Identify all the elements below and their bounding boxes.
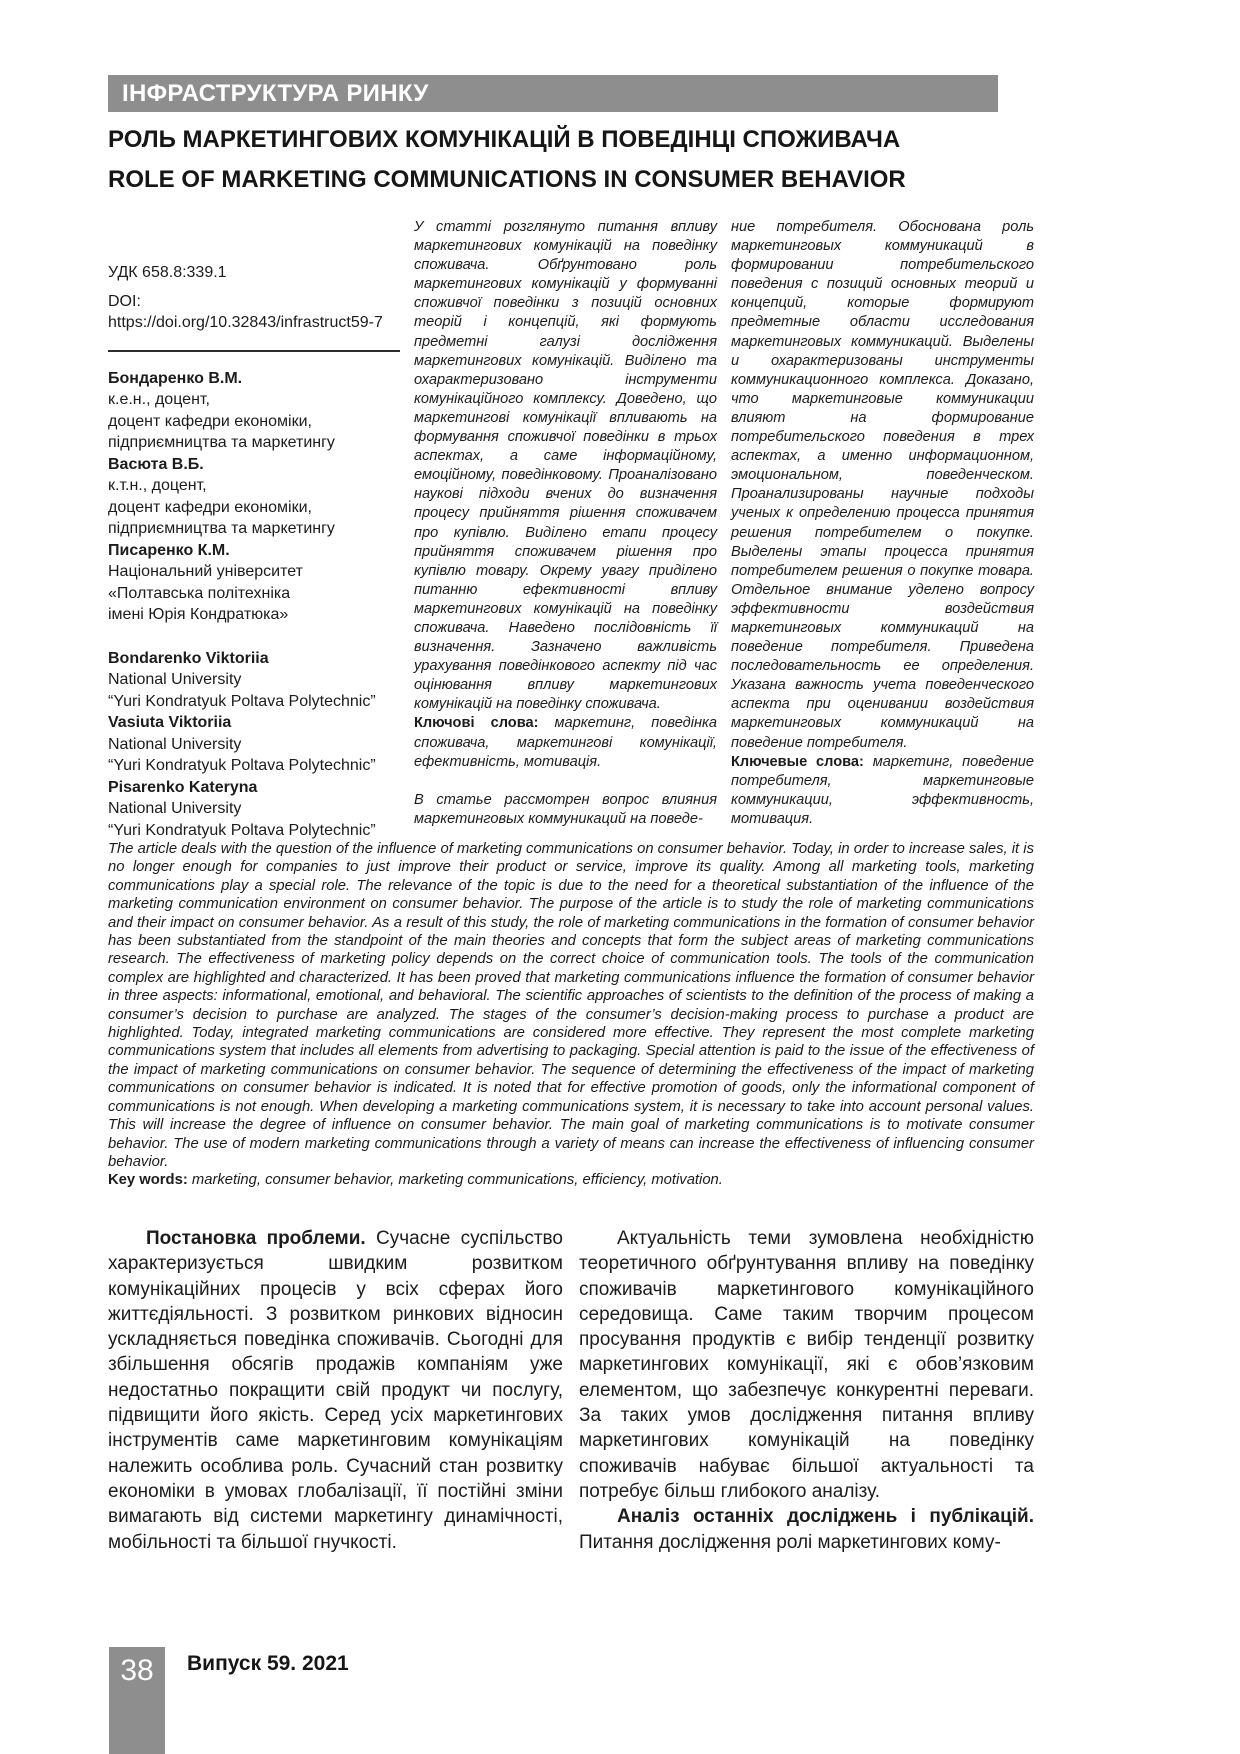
author-affiliation-line: підприємництва та маркетингу <box>108 520 335 537</box>
author-affiliation-line: імені Юрія Кондратюка» <box>108 606 289 623</box>
article-title-uk: РОЛЬ МАРКЕТИНГОВИХ КОМУНІКАЦІЙ В ПОВЕДІНЦІ СПОЖИВАЧА <box>108 126 901 153</box>
author-block <box>108 368 400 454</box>
author-affiliation-line: “Yuri Kondratyuk Poltava Polytechnic” <box>108 692 376 710</box>
abstract-ru-part1: В статье рассмотрен вопрос влияния маркетинговых коммуникаций на поведе- <box>414 791 717 827</box>
author-block <box>108 648 400 713</box>
author-affiliation-line: доцент кафедри економіки, <box>108 498 312 516</box>
authors-en <box>108 648 400 842</box>
author-name: Бондаренко В.М. <box>108 369 243 387</box>
main-text-right-column <box>579 1226 1034 1555</box>
author-name: Pisarenko Kateryna <box>108 778 258 796</box>
analysis-paragraph <box>579 1504 1034 1555</box>
issue-label: Випуск 59. 2021 <box>187 1652 349 1675</box>
author-affiliation-line: к.т.н., доцент, <box>108 477 207 494</box>
author-block <box>108 454 400 540</box>
article-titles <box>108 120 1034 200</box>
author-affiliation-line: «Полтавська політехніка <box>108 584 291 602</box>
udc-code: УДК 658.8:339.1 <box>108 264 227 281</box>
problem-statement-heading: Постановка проблеми. <box>146 1228 366 1249</box>
abstract-ru-column <box>731 218 1034 841</box>
abstract-uk-keywords <box>414 714 717 771</box>
abstract-ru-part2: ние потребителя. Обоснована роль маркетинговых коммуникаций в формировании потребительского поведения с позиций основных теорий и концепций, которые формируют предметные области исследования маркетинговых коммуникаций. Выделены и охарактеризованы инструменты коммуникационного комплекса. Доказано, что маркетинговые коммуникации влияют на формирование потребительского поведения в трех аспектах, а именно информационном, эмоциональном, поведенческом. Проанализированы научные подходы ученых к определению процесса принятия решения потребителем о покупке. Выделены этапы процесса принятия потребителем решения о покупке товара. Отдельное внимание уделено вопросу эффективности воздействия маркетинговых коммуникаций на поведение потребителя. Приведена последовательность ее определения. Указана важность учета поведенческого аспекта при оценивании воздействия маркетинговых коммуникаций на поведение потребителя. <box>731 219 1034 751</box>
authors-column <box>108 218 400 841</box>
problem-statement-paragraph <box>108 1226 563 1555</box>
main-text <box>108 1226 1034 1555</box>
author-affiliation-line: “Yuri Kondratyuk Poltava Polytechnic” <box>108 821 376 839</box>
author-block <box>108 777 400 842</box>
author-affiliation-line: National University <box>108 735 242 753</box>
author-name: Писаренко К.М. <box>108 541 230 559</box>
page-number: 38 <box>120 1654 154 1687</box>
abstract-uk-text: У статті розглянуто питання впливу маркетингових комунікацій на поведінку споживача. Обґрунтовано роль маркетингових комунікацій у формуванні споживчої поведінки з позицій основних теорій і концепцій, які формують предметні галузі дослідження маркетингових комунікацій. Виділено та охарактеризовано інструменти комунікаційного комплексу. Доведено, що маркетингові комунікації впливають на формування споживчої поведінки в трьох аспектах, а саме інформаційному, емоційному, поведінковому. Проаналізовано наукові підходи вчених до визначення процесу прийняття рішення споживачем про купівлю. Виділено етапи процесу прийняття споживачем рішення про купівлю товару. Окрему увагу приділено питанню ефективності впливу маркетингових комунікацій на поведінку споживача. Наведено послідовність її визначення. Зазначено важливість урахування поведінкового аспекту під час оцінювання впливу маркетингових комунікацій на поведінку споживача. <box>414 219 717 713</box>
journal-section-banner <box>108 75 998 112</box>
abstract-columns <box>108 218 1034 841</box>
author-affiliation-line: Національний університет <box>108 563 303 580</box>
author-affiliation-line: National University <box>108 800 242 817</box>
keywords-label-ru: Ключевые слова: <box>731 753 864 770</box>
abstract-uk-column <box>414 218 717 841</box>
doi-link[interactable]: DOI: https://doi.org/10.32843/infrastruct59-7 <box>108 292 383 331</box>
keywords-ru: маркетинг, поведение потребителя, маркетинговые коммуникации, эффективность, мотивация. <box>731 753 1034 827</box>
main-text-left-column <box>108 1226 563 1555</box>
abstract-ru-keywords <box>731 753 1034 829</box>
relevance-paragraph: Актуальність теми зумовлена необхідністю теоретичного обґрунтування впливу на поведінку споживачів маркетингового комунікаційного середовища. Саме таким творчим процесом просування продуктів є вибір тенденції розвитку маркетингових комунікації, які є обов’язковим елементом, що забезпечує конкурентні переваги. За таких умов дослідження питання впливу маркетингових комунікацій на поведінку споживачів набуває більшої актуальності та потребує більш глибокого аналізу. <box>579 1228 1034 1502</box>
keywords-en: marketing, consumer behavior, marketing communications, efficiency, motivation. <box>191 1172 723 1189</box>
author-name: Vasiuta Viktoriia <box>108 714 232 731</box>
author-block <box>108 540 400 626</box>
article-meta <box>108 218 400 352</box>
author-affiliation-line: доцент кафедри економіки, <box>108 412 312 430</box>
abstract-en-keywords <box>108 1171 1034 1189</box>
problem-statement-text: Сучасне суспільство характеризується швидким розвитком комунікаційних процесів у всіх сферах його життєдіяльності. З розвитком ринкових відносин ускладняється поведінка споживачів. Сьогодні для збільшення обсягів продажів компаніям уже недостатньо покращити свій продукт чи послугу, підвищити його якість. Серед усіх маркетингових інструментів саме маркетинговим комунікаціям належить особлива роль. Сучасний стан розвитку економіки в умовах глобалізації, її постійні зміни вимагають від системи маркетингу динамічності, мобільності та більшої гнучкості. <box>108 1228 563 1553</box>
article-title-en: ROLE OF MARKETING COMMUNICATIONS IN CONSUMER BEHAVIOR <box>108 166 906 193</box>
author-name: Васюта В.Б. <box>108 455 204 473</box>
keywords-uk: маркетинг, поведінка споживача, маркетингові комунікації, ефективність, мотивація. <box>414 715 718 770</box>
keywords-label-uk: Ключові слова: <box>414 715 539 732</box>
authors-uk <box>108 368 400 626</box>
author-affiliation-line: к.е.н., доцент, <box>108 391 210 408</box>
abstract-en-block <box>108 840 1034 1190</box>
analysis-heading: Аналіз останніх досліджень і публікацій. <box>617 1506 1034 1528</box>
journal-section-title: ІНФРАСТРУКТУРА РИНКУ <box>122 79 429 107</box>
page-number-box <box>109 1647 165 1754</box>
abstract-en-text: The article deals with the question of the influence of marketing communications on consumer behavior. Today, in order to increase sales, it is no longer enough for companies to just improve their product or service, improve its quality. Among all marketing tools, marketing communications play a special role. The relevance of the topic is due to the need for a theoretical substantiation of the influence of the marketing communication environment on consumer behavior. The purpose of the article is to study the role of marketing communications and their impact on consumer behavior. As a result of this study, the role of marketing communications in the formation of consumer behavior has been substantiated from the standpoint of the main theories and concepts that form the subject areas of marketing communications research. The effectiveness of marketing policy depends on the correct choice of communication tools. The tools of the communication complex are highlighted and characterized. It has been proved that marketing communications influence the formation of consumer behavior in three aspects: informational, emotional, and behavioral. The scientific approaches of scientists to the definition of the process of making a consumer’s decision to purchase are analyzed. The stages of the consumer’s decision-making process to purchase a product are highlighted. Today, integrated marketing communications are considered more effective. They represent the most complete marketing communications system that includes all elements from advertising to packaging. Special attention is paid to the issue of the effectiveness of the impact of marketing communications on consumer behavior. The sequence of determining the effectiveness of the impact of marketing communications on consumer behavior is indicated. It is noted that for effective promotion of goods, only the informational component of communications is not enough. When developing a marketing communications system, it is necessary to take into account personal values. This will increase the degree of influence on consumer behavior. The main goal of marketing communications is to motivate consumer behavior. The use of modern marketing communications through a variety of means can increase the effectiveness of influencing consumer behavior. <box>108 841 1034 1170</box>
analysis-text: Питання дослідження ролі маркетингових кому- <box>579 1531 1001 1553</box>
keywords-label-en: Key words: <box>108 1172 188 1189</box>
author-affiliation-line: “Yuri Kondratyuk Poltava Polytechnic” <box>108 757 376 774</box>
author-name: Bondarenko Viktoriia <box>108 649 269 667</box>
author-block <box>108 712 400 777</box>
author-affiliation-line: підприємництва та маркетингу <box>108 434 335 451</box>
author-affiliation-line: National University <box>108 671 242 688</box>
